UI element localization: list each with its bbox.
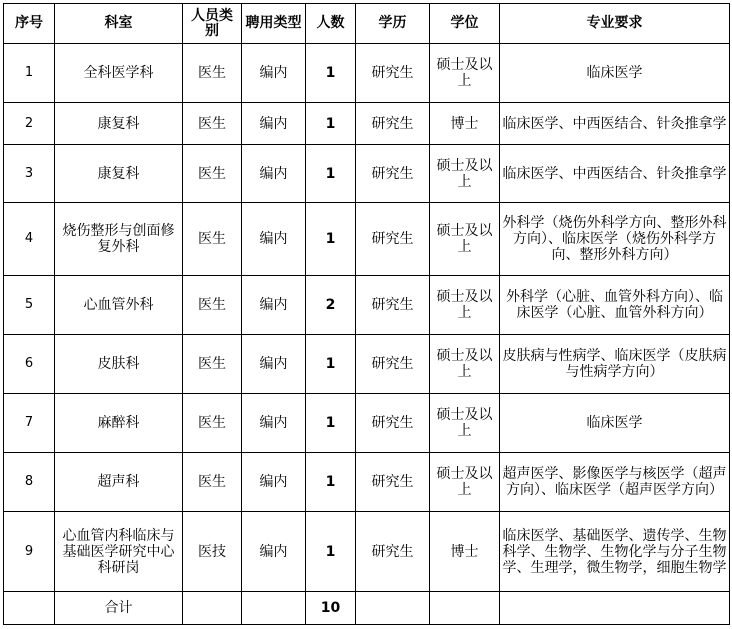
recruitment-table bbox=[3, 3, 730, 625]
cell-employment-type: 编内 bbox=[242, 394, 306, 453]
cell-index: 4 bbox=[4, 203, 55, 276]
total-count: 10 bbox=[306, 592, 356, 625]
cell-staff-type: 医生 bbox=[183, 276, 242, 335]
cell-count: 1 bbox=[306, 145, 356, 203]
cell-education: 研究生 bbox=[356, 512, 430, 592]
cell-major: 外科学（心脏、血管外科方向）、临床医学（心脏、血管外科方向） bbox=[500, 276, 730, 335]
header-employment-type: 聘用类型 bbox=[242, 4, 306, 44]
total-index-cell bbox=[4, 592, 55, 625]
header-degree: 学位 bbox=[430, 4, 500, 44]
cell-major: 外科学（烧伤外科学方向、整形外科方向）、临床医学（烧伤外科学方向、整形外科方向） bbox=[500, 203, 730, 276]
cell-staff-type: 医生 bbox=[183, 394, 242, 453]
table-row bbox=[4, 276, 730, 335]
table-row bbox=[4, 453, 730, 512]
cell-index: 1 bbox=[4, 44, 55, 103]
cell-staff-type: 医生 bbox=[183, 203, 242, 276]
cell-department: 麻醉科 bbox=[55, 394, 183, 453]
cell-count: 1 bbox=[306, 453, 356, 512]
cell-major: 临床医学 bbox=[500, 44, 730, 103]
cell-education: 研究生 bbox=[356, 145, 430, 203]
total-empty-cell bbox=[430, 592, 500, 625]
total-empty-cell bbox=[500, 592, 730, 625]
cell-count: 1 bbox=[306, 394, 356, 453]
cell-education: 研究生 bbox=[356, 276, 430, 335]
table-row bbox=[4, 512, 730, 592]
total-empty-cell bbox=[356, 592, 430, 625]
cell-index: 9 bbox=[4, 512, 55, 592]
cell-major: 皮肤病与性病学、临床医学（皮肤病与性病学方向） bbox=[500, 335, 730, 394]
total-label: 合计 bbox=[55, 592, 183, 625]
cell-education: 研究生 bbox=[356, 44, 430, 103]
header-staff-type: 人员类别 bbox=[183, 4, 242, 44]
table-row bbox=[4, 394, 730, 453]
cell-education: 研究生 bbox=[356, 103, 430, 145]
cell-department: 全科医学科 bbox=[55, 44, 183, 103]
cell-degree: 硕士及以上 bbox=[430, 203, 500, 276]
cell-education: 研究生 bbox=[356, 203, 430, 276]
cell-major: 临床医学、基础医学、遗传学、生物科学、生物学、生物化学与分子生物学、生理学，微生物学，细胞生物学 bbox=[500, 512, 730, 592]
cell-degree: 硕士及以上 bbox=[430, 145, 500, 203]
cell-major: 临床医学、中西医结合、针灸推拿学 bbox=[500, 103, 730, 145]
cell-count: 1 bbox=[306, 512, 356, 592]
cell-employment-type: 编内 bbox=[242, 453, 306, 512]
cell-department: 康复科 bbox=[55, 103, 183, 145]
total-empty-cell bbox=[183, 592, 242, 625]
cell-department: 心血管内科临床与基础医学研究中心科研岗 bbox=[55, 512, 183, 592]
cell-index: 5 bbox=[4, 276, 55, 335]
cell-employment-type: 编内 bbox=[242, 335, 306, 394]
cell-staff-type: 医生 bbox=[183, 335, 242, 394]
cell-education: 研究生 bbox=[356, 394, 430, 453]
cell-count: 1 bbox=[306, 103, 356, 145]
cell-education: 研究生 bbox=[356, 453, 430, 512]
table-row bbox=[4, 44, 730, 103]
table-row bbox=[4, 203, 730, 276]
cell-count: 1 bbox=[306, 335, 356, 394]
header-major: 专业要求 bbox=[500, 4, 730, 44]
cell-education: 研究生 bbox=[356, 335, 430, 394]
cell-employment-type: 编内 bbox=[242, 145, 306, 203]
cell-degree: 硕士及以上 bbox=[430, 44, 500, 103]
cell-count: 1 bbox=[306, 44, 356, 103]
cell-department: 烧伤整形与创面修复外科 bbox=[55, 203, 183, 276]
cell-index: 3 bbox=[4, 145, 55, 203]
cell-degree: 硕士及以上 bbox=[430, 335, 500, 394]
total-row bbox=[4, 592, 730, 625]
cell-degree: 硕士及以上 bbox=[430, 394, 500, 453]
cell-degree: 博士 bbox=[430, 512, 500, 592]
cell-index: 8 bbox=[4, 453, 55, 512]
total-empty-cell bbox=[242, 592, 306, 625]
cell-staff-type: 医生 bbox=[183, 103, 242, 145]
cell-employment-type: 编内 bbox=[242, 512, 306, 592]
cell-employment-type: 编内 bbox=[242, 203, 306, 276]
cell-major: 超声医学、影像医学与核医学（超声方向）、临床医学（超声医学方向） bbox=[500, 453, 730, 512]
cell-index: 6 bbox=[4, 335, 55, 394]
cell-staff-type: 医生 bbox=[183, 453, 242, 512]
cell-index: 7 bbox=[4, 394, 55, 453]
cell-degree: 硕士及以上 bbox=[430, 453, 500, 512]
cell-degree: 硕士及以上 bbox=[430, 276, 500, 335]
header-row bbox=[4, 4, 730, 44]
cell-staff-type: 医技 bbox=[183, 512, 242, 592]
cell-staff-type: 医生 bbox=[183, 44, 242, 103]
header-department: 科室 bbox=[55, 4, 183, 44]
cell-department: 超声科 bbox=[55, 453, 183, 512]
cell-employment-type: 编内 bbox=[242, 44, 306, 103]
cell-staff-type: 医生 bbox=[183, 145, 242, 203]
cell-count: 1 bbox=[306, 203, 356, 276]
cell-department: 康复科 bbox=[55, 145, 183, 203]
cell-major: 临床医学、中西医结合、针灸推拿学 bbox=[500, 145, 730, 203]
cell-employment-type: 编内 bbox=[242, 103, 306, 145]
cell-major: 临床医学 bbox=[500, 394, 730, 453]
cell-count: 2 bbox=[306, 276, 356, 335]
cell-employment-type: 编内 bbox=[242, 276, 306, 335]
table-row bbox=[4, 335, 730, 394]
header-count: 人数 bbox=[306, 4, 356, 44]
table-row bbox=[4, 103, 730, 145]
cell-degree: 博士 bbox=[430, 103, 500, 145]
cell-department: 皮肤科 bbox=[55, 335, 183, 394]
cell-department: 心血管外科 bbox=[55, 276, 183, 335]
cell-index: 2 bbox=[4, 103, 55, 145]
table-row bbox=[4, 145, 730, 203]
header-index: 序号 bbox=[4, 4, 55, 44]
header-education: 学历 bbox=[356, 4, 430, 44]
